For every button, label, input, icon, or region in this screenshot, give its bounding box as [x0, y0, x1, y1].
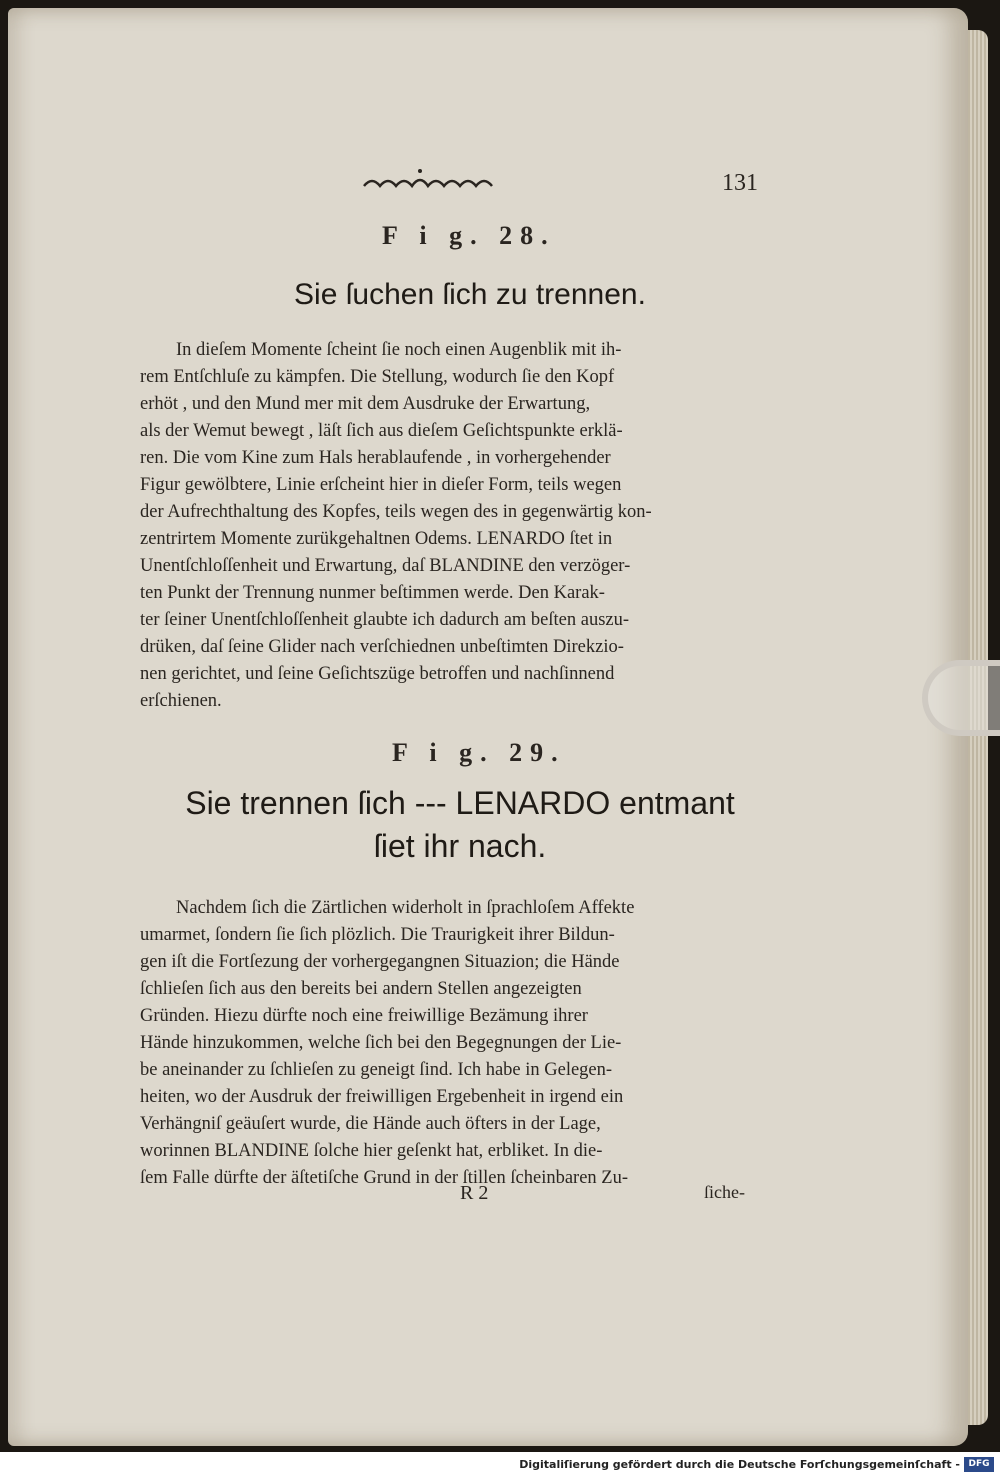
- text-line: ſem Falle dürfte der äſtetiſche Grund in der ſtillen ſcheinbaren Zu-: [140, 1168, 629, 1188]
- page-clip: [922, 660, 1000, 736]
- page-number: 131: [722, 170, 758, 196]
- text-line: gen iſt die Fortſezung der vorhergegangnen Situazion; die Hände: [140, 952, 620, 972]
- text-line: ten Punkt der Trennung nunmer beſtimmen werde. Den Karak-: [140, 583, 605, 603]
- text-line: Hände hinzukommen, welche ſich bei den Begegnungen der Lie-: [140, 1033, 622, 1053]
- figure-28-title: Sie ſuchen ſich zu trennen.: [294, 278, 646, 311]
- text-line: Figur gewölbtere, Linie erſcheint hier in dieſer Form, teils wegen: [140, 475, 622, 495]
- figure-29-title-line2: ſiet ihr nach.: [373, 828, 547, 864]
- text-line: nen gerichtet, und ſeine Geſichtszüge betroffen und nachſinnend: [140, 664, 615, 684]
- figure-29-title-line1: Sie trennen ſich --- LENARDO entmant: [185, 785, 735, 821]
- text-line: be aneinander zu ſchlieſen zu geneigt ſind. Ich habe in Gelegen-: [140, 1060, 613, 1080]
- figure-28-text: [140, 337, 770, 715]
- text-line: Gründen. Hiezu dürfte noch eine freiwillige Bezämung ihrer: [140, 1006, 588, 1026]
- dfg-logo: DFG: [964, 1457, 994, 1472]
- text-line: heiten, wo der Ausdruk der freiwilligen Ergebenheit in irgend ein: [140, 1087, 624, 1107]
- text-line: In dieſem Momente ſcheint ſie noch einen Augenblik mit ih-: [176, 340, 622, 360]
- text-line: Verhängniſ geäuſert wurde, die Hände auch öfters in der Lage,: [140, 1114, 601, 1134]
- signature-mark: R 2: [460, 1182, 489, 1204]
- footer-credit: Digitaliſierung gefördert durch die Deutsche Forſchungsgemeinſchaft -: [519, 1458, 960, 1471]
- text-line: ter ſeiner Unentſchloſſenheit glaubte ich dadurch am beſten auszu-: [140, 610, 630, 630]
- text-line: drüken, daſ ſeine Glider nach verſchiednen unbeſtimten Direkzio-: [140, 637, 624, 657]
- text-line: umarmet, ſondern ſie ſich plözlich. Die Traurigkeit ihrer Bildun-: [140, 925, 615, 945]
- text-line: als der Wemut bewegt , läſt ſich aus dieſem Geſichtspunkte erklä-: [140, 421, 623, 441]
- ornament-divider: [362, 166, 502, 192]
- text-line: erſchienen.: [140, 691, 222, 711]
- text-line: Unentſchloſſenheit und Erwartung, daſ BLANDINE den verzöger-: [140, 556, 631, 576]
- text-line: erhöt , und den Mund mer mit dem Ausdruke der Erwartung,: [140, 394, 591, 414]
- figure-29-label: F i g. 29.: [392, 738, 566, 767]
- figure-28-label: F i g. 28.: [382, 221, 556, 250]
- figure-29-text: [140, 895, 770, 1192]
- text-line: ren. Die vom Kine zum Hals herablaufende , in vorhergehender: [140, 448, 611, 468]
- catchword: ſiche-: [704, 1182, 745, 1202]
- text-line: ſchlieſen ſich aus den bereits bei andern Stellen angezeigten: [140, 979, 582, 999]
- text-line: zentrirtem Momente zurükgehaltnen Odems. LENARDO ſtet in: [140, 529, 613, 549]
- text-line: rem Entſchluſe zu kämpfen. Die Stellung, wodurch ſie den Kopf: [140, 367, 615, 387]
- text-line: worinnen BLANDINE ſolche hier geſenkt hat, erbliket. In die-: [140, 1141, 603, 1161]
- text-line: Nachdem ſich die Zärtlichen widerholt in ſprachloſem Affekte: [176, 898, 635, 918]
- text-line: der Aufrechthaltung des Kopfes, teils wegen des in gegenwärtig kon-: [140, 502, 652, 522]
